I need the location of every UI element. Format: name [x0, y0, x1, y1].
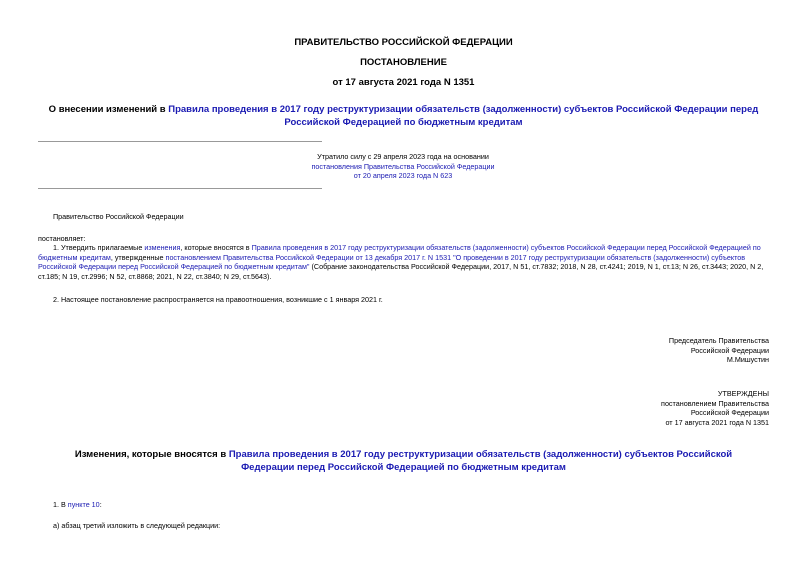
- decree-1531-link[interactable]: постановлением Правительства Российской Федерации от 13 декабря 2017 г. N 1531 "О проведении в 2017 году реструктуризации обязательств (задолженности) субъектов Российской Федерации перед Российской Федерацией по бюджетным кредитам": [38, 252, 746, 272]
- annulment-decree-link[interactable]: постановления Правительства Российской Федерации: [311, 161, 495, 171]
- annulment-date-link[interactable]: от 20 апреля 2023 года N 623: [353, 171, 453, 181]
- annulment-divider-top: [38, 141, 322, 142]
- annulment-divider-bottom: [38, 188, 322, 189]
- government-line: Правительство Российской Федерации: [53, 212, 184, 221]
- paragraph-1: [38, 243, 770, 281]
- rules-link[interactable]: Правила проведения в 2017 году реструктуризации обязательств (задолженности) субъектов Российской Федерации перед Российской Федерацией по бюджетным кредитам: [38, 243, 761, 262]
- change-item-1: [53, 500, 102, 510]
- p1-text-d: (Собрание законодательства Российской Федерации, 2017, N 51, ст.7832; 2018, N 28, ст.4241; 2019, N 1, ст.13; N 26, ст.3443; 2020, N 2, ст.185; N 19, ст.2996; N 52, ст.8868; 2021, N 22, ст.3840; N 29, ст.5643).: [38, 262, 764, 281]
- paragraph-2: 2. Настоящее постановление распространяется на правоотношения, возникшие с 1 января 2021 г.: [53, 295, 383, 304]
- annulment-note: [268, 152, 538, 181]
- decree-word: постановляет:: [38, 234, 86, 243]
- approval-line-4: от 17 августа 2021 года N 1351: [665, 417, 769, 427]
- changes-link[interactable]: изменения: [144, 243, 181, 252]
- approval-block: [520, 389, 769, 427]
- document-type: ПОСТАНОВЛЕНИЕ: [360, 57, 447, 68]
- p1-text-b: , которые вносятся в: [180, 243, 252, 252]
- item1-point-link[interactable]: пункте 10: [67, 500, 100, 509]
- document-date-number: от 17 августа 2021 года N 1351: [332, 77, 475, 88]
- item1-text-a: 1. В: [53, 500, 68, 509]
- signature-name: М.Мишустин: [726, 355, 769, 365]
- item1-text-b: :: [99, 500, 102, 509]
- signature-block: [520, 336, 769, 365]
- document-title: [38, 104, 769, 129]
- changes-title-prefix: Изменения, которые вносятся в: [74, 449, 229, 460]
- signature-line-2: Российской Федерации: [690, 345, 769, 355]
- title-rules-link[interactable]: Правила проведения в 2017 году реструктуризации обязательств (задолженности) субъектов Российской Федерации перед Российской Федерацией по бюджетным кредитам: [168, 104, 759, 128]
- title-prefix: О внесении изменений в: [48, 104, 169, 115]
- approval-line-1: УТВЕРЖДЕНЫ: [717, 389, 769, 398]
- change-subitem-a: а) абзац третий изложить в следующей редакции:: [53, 521, 221, 530]
- signature-line-1: Председатель Правительства: [668, 336, 769, 345]
- approval-line-3: Российской Федерации: [690, 408, 769, 418]
- changes-title: [48, 449, 759, 474]
- government-heading: ПРАВИТЕЛЬСТВО РОССИЙСКОЙ ФЕДЕРАЦИИ: [294, 37, 513, 48]
- p1-text-a: 1. Утвердить прилагаемые: [53, 243, 145, 252]
- changes-title-rules-link[interactable]: Правила проведения в 2017 году реструктуризации обязательств (задолженности) субъектов Российской Федерации перед Российской Федерацией по бюджетным кредитам: [228, 449, 733, 473]
- annulment-line-1: Утратило силу с 29 апреля 2023 года на основании: [317, 152, 489, 161]
- p1-text-c: , утвержденные: [110, 252, 166, 262]
- approval-line-2: постановлением Правительства: [661, 398, 769, 408]
